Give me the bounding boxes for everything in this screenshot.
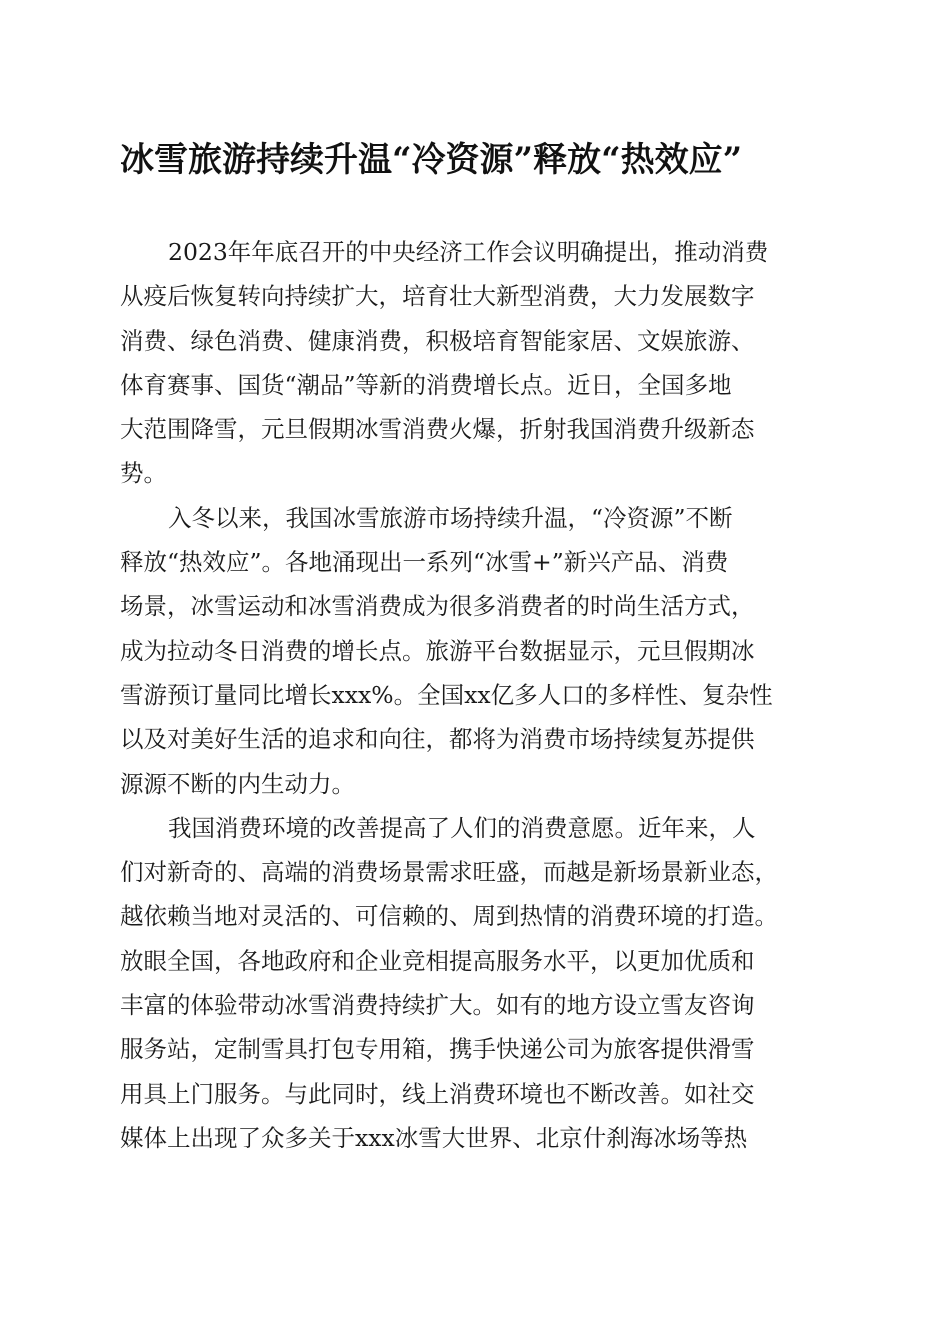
text-line: 消费、绿色消费、健康消费，积极培育智能家居、文娱旅游、 xyxy=(120,326,755,355)
paragraph-1 xyxy=(120,230,832,496)
text-line: 媒体上出现了众多关于xxx冰雪大世界、北京什刹海冰场等热 xyxy=(120,1123,748,1152)
paragraph-2 xyxy=(120,496,832,806)
text-line: 源源不断的内生动力。 xyxy=(120,769,355,798)
text-line: 大范围降雪，元旦假期冰雪消费火爆，折射我国消费升级新态 xyxy=(120,415,755,444)
text-line: 体育赛事、国货“潮品”等新的消费增长点。近日，全国多地 xyxy=(120,370,732,399)
text-line: 入冬以来，我国冰雪旅游市场持续升温，“冷资源”不断 xyxy=(168,503,733,532)
text-line: 2023年年底召开的中央经济工作会议明确提出，推动消费 xyxy=(168,238,769,266)
text-line: 雪游预订量同比增长xxx%。全国xx亿多人口的多样性、复杂性 xyxy=(120,680,773,709)
document-title: 冰雪旅游持续升温“冷资源”释放“热效应” xyxy=(120,140,743,180)
text-line: 我国消费环境的改善提高了人们的消费意愿。近年来，人 xyxy=(168,813,756,842)
document-body xyxy=(120,230,832,1160)
text-line: 用具上门服务。与此同时，线上消费环境也不断改善。如社交 xyxy=(120,1079,755,1108)
text-line: 场景，冰雪运动和冰雪消费成为很多消费者的时尚生活方式， xyxy=(120,592,755,621)
text-line: 势。 xyxy=(120,459,167,488)
paragraph-3 xyxy=(120,806,832,1160)
text-line: 们对新奇的、高端的消费场景需求旺盛，而越是新场景新业态， xyxy=(120,858,778,887)
text-line: 从疫后恢复转向持续扩大，培育壮大新型消费，大力发展数字 xyxy=(120,282,755,311)
text-line: 丰富的体验带动冰雪消费持续扩大。如有的地方设立雪友咨询 xyxy=(120,991,755,1020)
text-line: 释放“热效应”。各地涌现出一系列“冰雪+”新兴产品、消费 xyxy=(120,548,729,577)
text-line: 以及对美好生活的追求和向往，都将为消费市场持续复苏提供 xyxy=(120,725,755,754)
text-line: 越依赖当地对灵活的、可信赖的、周到热情的消费环境的打造。 xyxy=(120,902,778,931)
text-line: 服务站，定制雪具打包专用箱，携手快递公司为旅客提供滑雪 xyxy=(120,1035,755,1064)
text-line: 成为拉动冬日消费的增长点。旅游平台数据显示，元旦假期冰 xyxy=(120,636,755,665)
text-line: 放眼全国，各地政府和企业竞相提高服务水平，以更加优质和 xyxy=(120,946,755,975)
